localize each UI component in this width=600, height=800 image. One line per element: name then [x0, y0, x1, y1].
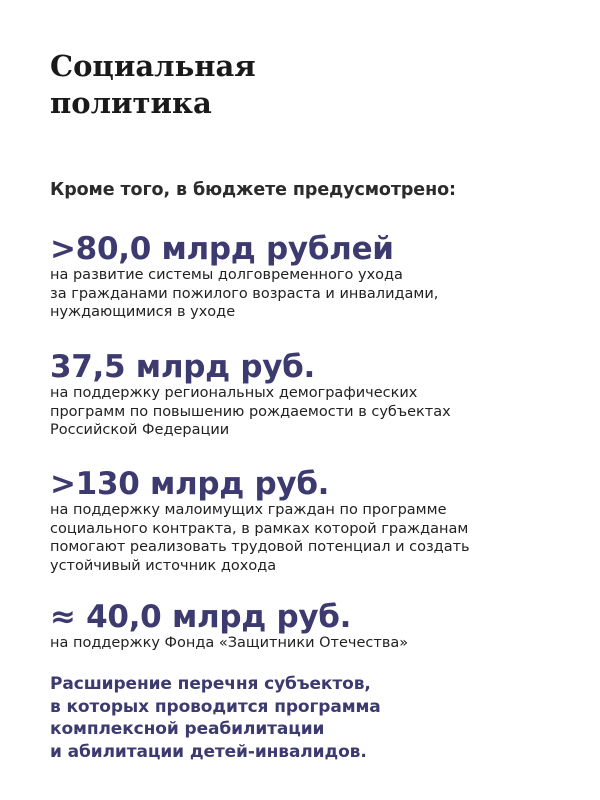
highlight-note	[50, 673, 381, 763]
description-line: помогают реализовать трудовой потенциал и создать	[50, 539, 470, 555]
description-line: на поддержку Фонда «Защитники Отечества»	[50, 635, 409, 651]
budget-amount: >80,0 млрд рублей	[50, 231, 394, 267]
budget-amount: >130 млрд руб.	[50, 466, 330, 502]
description-line: социального контракта, в рамках которой гражданам	[50, 520, 469, 537]
budget-item	[50, 232, 438, 322]
budget-description	[50, 501, 470, 575]
description-line: программ по повышению рождаемости в субъектах	[50, 403, 451, 420]
description-line: устойчивый источник дохода	[50, 557, 277, 574]
budget-description	[50, 266, 438, 322]
budget-item	[50, 350, 451, 440]
page-title-line: Социальная	[50, 49, 256, 83]
highlight-line: Расширение перечня субъектов,	[50, 674, 371, 694]
description-line: на поддержку региональных демографических	[50, 385, 418, 401]
page-title	[50, 48, 256, 122]
intro-text: Кроме того, в бюджете предусмотрено:	[50, 180, 456, 200]
description-line: за гражданами пожилого возраста и инвалидами,	[50, 285, 439, 302]
budget-description	[50, 384, 451, 440]
highlight-line: и абилитации детей-инвалидов.	[50, 741, 367, 762]
description-line: нуждающимися в уходе	[50, 304, 236, 320]
budget-item	[50, 600, 408, 653]
budget-description	[50, 634, 408, 653]
description-line: Российской Федерации	[50, 422, 230, 438]
highlight-line: комплексной реабилитации	[50, 719, 325, 739]
description-line: на развитие системы долговременного ухода	[50, 267, 403, 283]
budget-item	[50, 467, 470, 575]
highlight-line: в которых проводится программа	[50, 696, 381, 717]
budget-amount: 37,5 млрд руб.	[50, 349, 315, 385]
budget-amount: ≈ 40,0 млрд руб.	[50, 599, 352, 635]
description-line: на поддержку малоимущих граждан по программе	[50, 502, 447, 518]
page-title-line: политика	[50, 86, 212, 120]
